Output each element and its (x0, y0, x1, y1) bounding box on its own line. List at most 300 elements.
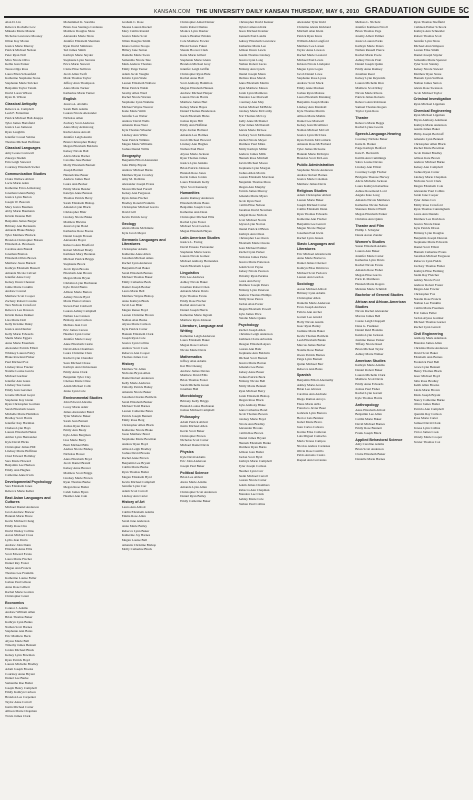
graduate-name: Jonathan Charles Baldwin (121, 394, 157, 399)
section-heading: American Studies (355, 358, 386, 363)
graduate-name: Jacob Daniel Lowe (296, 71, 323, 76)
graduate-name: Emily Rose Chu (5, 523, 27, 528)
graduate-name: Mark Joseph Bryant (413, 392, 441, 397)
graduate-name: Jennifer Marie Carter (355, 253, 384, 258)
graduate-name: David Ernesto Fernandez (180, 245, 214, 250)
graduate-name: Zachary Robert Cossins (5, 298, 37, 303)
graduate-name: Michael Gardner (5, 374, 28, 379)
graduate-name: Nicholas Bower (63, 451, 85, 456)
graduate-name: Jacob Ryan Neal (238, 198, 261, 203)
section-heading: Linguistics (180, 270, 200, 275)
graduate-name: Katie Marie Gilbert (180, 52, 207, 57)
graduate-name: Amanda Lynn Black (63, 205, 91, 210)
section-heading: Communication Studies (5, 171, 47, 176)
graduate-name: Nathan Paul Hunt (180, 146, 204, 151)
graduate-name: Kelsey Anne Bauer (238, 370, 265, 375)
graduate-name: Evan Joseph Andrews (296, 305, 326, 310)
graduate-name: Joshua Michael Campbell (180, 408, 215, 413)
graduate-name: Jacob Allen Swift (63, 71, 87, 76)
graduate-name: Alan D. Lin (5, 20, 21, 24)
graduate-name: Alexandra Boyer (63, 238, 86, 243)
graduate-name: Jeffrey Alan Adams (180, 359, 207, 364)
graduate-name: Ashley Nicole Pratt (355, 57, 382, 62)
graduate-name: Emily Anne Madsen (296, 85, 324, 90)
graduate-name: Jessica Lauren Parks (355, 38, 383, 43)
graduate-name: Lindsey Sue Gauss (5, 383, 31, 388)
graduate-name: Wendy Marie Cooper (413, 435, 443, 440)
graduate-name: Justin Michael Carroll (238, 473, 268, 478)
graduate-name: Jennifer Marie Casey (63, 337, 92, 342)
graduate-name: Nicholas James Parks (238, 255, 268, 260)
graduate-name: Kathryn Ann Christensen (63, 365, 97, 370)
graduate-name: Caleb James Byers (63, 489, 89, 494)
graduate-name: Benjamin Joseph Cook (180, 205, 211, 210)
graduate-name: Jonathan Glenn Bailey (5, 190, 36, 195)
graduate-name: Daniel Joseph Quinn (355, 62, 383, 67)
graduate-name: Jonathan Robert Chen (180, 284, 210, 289)
graduate-name: Kiana Latrice Stoops (121, 43, 150, 48)
graduate-name: Adam Scott Carroll (121, 488, 148, 493)
graduate-name: Ryan Thomas Burke (63, 480, 91, 485)
graduate-name: Lauren Christine Brown (121, 312, 154, 317)
graduate-name: Shawn Michael Farrell (121, 186, 152, 191)
graduate-name: Jason Matthew Bond (121, 432, 150, 437)
graduate-name: Rachel Ann Garcia (180, 303, 206, 308)
graduate-name: Brandon Scott McLean (296, 156, 328, 161)
graduate-name: Dylan Cameron Kirk (238, 24, 267, 29)
graduate-name: Ryan Thomas Cunningham (413, 207, 450, 212)
graduate-name: Lindsey Marie Chapman (413, 174, 447, 179)
graduate-name: Matthew Lee Larsen (296, 43, 325, 48)
graduate-name: Christopher Brown (180, 433, 206, 438)
section-header (365, 5, 469, 15)
graduate-name: Ryan Michael Lippman (413, 101, 445, 106)
graduate-name: Lindsey Marie Brown (63, 475, 93, 480)
graduate-name: Nicole Ann Bradley (238, 421, 265, 426)
graduate-name: Jeremy Albert Palmer (355, 34, 384, 39)
graduate-name: Lauren Nicole Carter (238, 478, 267, 483)
graduate-name: Stephanie Kay Glenn (5, 397, 34, 402)
graduate-name: Megan Ann Francis (5, 566, 32, 571)
graduate-name: Derek Aaron Zander (355, 232, 383, 237)
graduate-name: Stephanie Marie Stricker (5, 81, 38, 86)
graduate-name: Jonathan David Newman (238, 208, 272, 213)
graduate-name: Alexander Tyler Kidd (296, 20, 326, 24)
graduate-name: Lacey Marie Adair (63, 404, 89, 409)
graduate-name: Erin Leigh Steward (5, 160, 31, 165)
graduate-name: Stephanie Maria Garza (180, 249, 211, 254)
graduate-name: Emily Rose Crawford (413, 202, 443, 207)
graduate-name: Kathryn Marie Peters (355, 43, 384, 48)
graduate-name: Jason Michael Kramer (238, 29, 269, 34)
graduate-name: Kelsey Dawn Chesnut (5, 279, 35, 284)
graduate-name: Daniel Scott Elliott (413, 245, 440, 250)
graduate-name: Kathryn Marie Anderson (413, 122, 447, 127)
graduate-name: Eric John Anderson (180, 459, 207, 464)
graduate-name: Christopher Michael Garcia (121, 205, 159, 210)
section-heading: Philosophy (180, 414, 200, 419)
graduate-name: Andrew Michael Burns (121, 167, 153, 172)
graduate-name: Elizabeth Anne Ellis (5, 547, 33, 552)
graduate-name: Katherine Leigh Anderson (180, 333, 216, 338)
section-heading: Applied Behavioral Science (355, 437, 403, 442)
section-heading: Physics (180, 449, 194, 454)
graduate-name: Felicia Ann Archer (296, 310, 322, 315)
graduate-name: Kelsey Jean McAllister (296, 123, 328, 128)
graduate-name: Michael Alan Simpson (413, 43, 444, 48)
graduate-name: Christopher Grant (5, 594, 29, 599)
graduate-name: Lindsey Ann Hughes (180, 142, 208, 147)
graduate-name: Joshua Paul Fisher (355, 386, 380, 391)
graduate-name: Nicholas Scott Carter (180, 438, 209, 443)
graduate-name: Andrew Scott Mack (296, 81, 324, 86)
graduate-name: Courtney Leigh Fischer (355, 169, 387, 174)
graduate-name: Christina Alexis Kirkland (296, 24, 331, 29)
graduate-name: Cole Matthew Fowler (180, 38, 210, 43)
section-title: GRADUATION GUIDE (364, 5, 456, 15)
graduate-name: Hillary Jane Sutton (121, 48, 148, 53)
graduate-name: Alexander Joseph Evans (121, 181, 155, 186)
graduate-name: Adam Jacob Vaughn (121, 71, 149, 76)
graduate-name: Matthew Blevins (63, 219, 86, 224)
section-heading: Slavic Languages and Literatures (296, 242, 335, 252)
section-heading: Classical Languages (5, 146, 41, 151)
graduate-name: Bridgette Therese Harvey (355, 174, 390, 179)
graduate-name: Danielle Marie Anderson (296, 300, 331, 305)
graduate-name: Chelsea Lynn Hays (5, 425, 31, 430)
graduate-name: Jordan Michael McBride (238, 104, 272, 109)
graduate-name: Caitlin Marie Burke (121, 465, 149, 470)
graduate-name: Raquel Ann Cervantes (296, 457, 327, 462)
graduate-name: Rachel Lynn Jensen (296, 235, 324, 240)
graduate-name: Michael Daniel Davis (180, 443, 210, 448)
graduate-name: Kyle Allan Bergman (63, 433, 91, 438)
graduate-name: Kathryn Elizabeth Bussell (5, 265, 40, 270)
graduate-name: Jennifer Elizabeth Sherman (63, 38, 100, 43)
graduate-name: Stephanie Lynn Watkins (121, 99, 154, 104)
graduate-name: Emily Ann Hughes (5, 468, 31, 473)
graduate-name: Matthew Scott Briggs (63, 470, 93, 475)
graduate-name: Jennifer Leigh Austin (63, 134, 92, 139)
graduate-name: Lindsay Ann Carter (121, 493, 148, 498)
graduate-name: Jordan Alan Porter (238, 302, 264, 307)
graduate-name: Patrick Michael Nelson (5, 48, 37, 53)
graduate-name: William Allen Langford (296, 38, 329, 43)
graduate-name: Monica Lynn Dauber (180, 29, 209, 34)
graduate-name: John Edward Abrams (63, 400, 92, 405)
graduate-name: Kyle Jacob Meyer (121, 230, 146, 235)
graduate-name: Christopher Adams (121, 247, 148, 252)
graduate-name: Courtney Ann May (238, 99, 264, 104)
graduate-name: Jacob Daniel Bradley (413, 150, 443, 155)
graduate-name: Mary Caitlin Ronald (121, 29, 150, 34)
graduate-name: Andrew Michael Burke (413, 160, 445, 165)
graduate-name: Kathryn Elise Fleming (413, 268, 444, 273)
graduate-name: Rachel Marie Poole (355, 52, 382, 57)
graduate-name: Brittany Ann Bernstein (5, 223, 36, 228)
graduate-name: Brandon Christopher Boisen (5, 237, 43, 242)
section-heading: Geology (121, 221, 137, 226)
graduate-name: Jennifer Anne Cary (5, 275, 31, 280)
graduate-name: Christopher Scott Anderson (180, 489, 217, 494)
graduate-name: Caroline Jane Barker (63, 158, 92, 163)
column-1 (4, 20, 60, 796)
graduate-name: Kelsey Ann Ferguson (121, 191, 151, 196)
graduate-name: Daniel Joseph Harris (180, 308, 208, 313)
graduate-name: Catherine Anne Irwin (5, 472, 34, 477)
graduate-name: Timothy Ryan Perkins (238, 273, 269, 278)
graduate-name: Katie R. Barker (355, 141, 377, 146)
column-5 (238, 20, 294, 796)
graduate-name: Kelsey Lynn Reynolds (355, 76, 386, 81)
graduate-name: Nicholas Bryan Allen (121, 371, 151, 376)
graduate-name: Laura Ellen Schoenfeld (5, 71, 37, 76)
graduate-name: Kyle David Burns (63, 285, 88, 290)
graduate-name: Kathryn Marie Snyder (63, 52, 94, 57)
graduate-name: Kyle James Price (238, 311, 262, 316)
graduate-name: Patrick Michael Hall-Krepps (5, 116, 44, 121)
graduate-name: Sara Marie Howard (5, 458, 31, 463)
graduate-name: Olivia Rose Castillo (296, 448, 324, 453)
graduate-name: Joshua Ryan Hill (180, 118, 203, 123)
graduate-name: Rose Marie Carter (413, 416, 438, 421)
graduate-name: Timothy Patrick Bailey (121, 385, 153, 390)
graduate-name: Zakarya Sheikh (5, 155, 26, 160)
graduate-name: Rachel Marie Bowman (413, 146, 445, 151)
graduate-name: Rachel Lynn Parker (238, 250, 265, 255)
graduate-name: Stephanie Ann Baldwin (238, 351, 270, 356)
graduate-name: Jordan Scott Byrd (238, 454, 263, 459)
graduate-name: Erin Lee Andrews (180, 275, 205, 280)
graduate-name: Caitlin Marie Baker (355, 416, 382, 421)
graduate-name: Nathan Alan Burke (121, 317, 148, 322)
graduate-name: Caroline Ann Brandt (5, 247, 33, 252)
graduate-name: Courtney Anne Bryant (5, 671, 35, 676)
graduate-name: Claire Elise Sullivan (63, 67, 91, 72)
graduate-name: Aaron Michael Abbott (296, 286, 327, 291)
graduate-name: Kelsey Marie Hayes (180, 104, 208, 109)
graduate-name: Jessica Heather Emden (180, 34, 211, 39)
graduate-name: Lindsey Marie McCarthy (238, 109, 273, 114)
graduate-name: Jessica Lee Jameson (5, 125, 33, 130)
graduate-name: Brittany Kelly Briggs (180, 398, 209, 403)
graduate-name: Allison Marie Chapman (5, 709, 37, 714)
graduate-name: Brandon Lee Clark (238, 492, 264, 497)
graduate-name: Megan Rose Carlson (180, 343, 208, 348)
graduate-name: Kai Hin Cheung (180, 363, 202, 368)
graduate-name: Ted James Smith (63, 48, 86, 53)
graduate-name: Laura Marie Fischer (5, 556, 32, 561)
graduate-name: Eric Thomas McCoy (238, 114, 267, 119)
graduate-name: Jonathan Paul Irwin (296, 230, 324, 235)
graduate-name: Emily Kathryn Miller (238, 146, 268, 151)
graduate-name: Scott Michael Norris (238, 217, 267, 222)
graduate-name: Katherine Joy Barnes (121, 533, 151, 538)
graduate-name: Justin Michael Carter (5, 704, 34, 709)
graduate-name: Isaac Michael Boyd (413, 374, 440, 379)
graduate-name: Jacob Michael Howard (180, 137, 211, 142)
graduate-name: Kyle Patrick Dixon (413, 226, 440, 231)
graduate-name: Michael Paul Lewis (296, 57, 324, 62)
graduate-name: Anna Elizabeth Abbott (355, 407, 386, 412)
graduate-name: Michael Todd Barnes (121, 404, 151, 409)
graduate-name: Jessica Ann Dunbar (5, 327, 32, 331)
page-number: 5C (458, 6, 469, 15)
graduate-name: Samantha Nicole Tate (121, 57, 151, 62)
graduate-name: Christopher Lee Owen (238, 236, 269, 241)
graduate-name: Rachel Lynn Garrett (355, 391, 383, 396)
graduate-name: Jonathan Michael Ferguson (413, 254, 451, 259)
graduate-name: Adam Christopher Abbott (296, 193, 332, 198)
graduate-name: Cathleen Esther Schrock (413, 24, 447, 29)
graduate-name: Alexander Paul Collins (413, 188, 445, 193)
graduate-name: Nathan Russell Pierce (355, 48, 385, 53)
graduate-name: Kyle Thomas Martin (296, 109, 325, 114)
graduate-name: Kathryn Ann Schneider (413, 29, 445, 34)
graduate-name: Susan Elizabeth Adams (355, 244, 387, 249)
graduate-name: Caitlin Marie Freeman (413, 306, 444, 311)
graduate-name: Tyler Mathew Baker (63, 414, 91, 419)
graduate-name: Andrew Scott Cook (121, 345, 148, 350)
graduate-name: Emily Marie Bennett (238, 384, 267, 389)
graduate-name: Benjamin Taylor Tatum (5, 85, 37, 90)
graduate-name: Sarah Jane Cooper (413, 193, 439, 198)
graduate-name: Angela Kate Long (355, 193, 380, 198)
graduate-name: Frank Joseph Black (355, 431, 382, 436)
graduate-name: Alexander Patrick Elliott (5, 345, 38, 350)
graduate-name: Amanda Lynn Allen (180, 484, 207, 489)
graduate-name: Rebecca Ann Bates (296, 366, 323, 371)
graduate-name: Natalie Marie Quinn (238, 316, 266, 321)
graduate-name: Kyle Jordan Holland (180, 128, 208, 133)
graduate-name: Ryan D. Wilson (5, 95, 27, 100)
graduate-name: David Scott Baker (413, 350, 438, 355)
graduate-name: Benjamin Thomas Moss (238, 179, 271, 184)
graduate-name: Michael Patrick Briggs (63, 257, 94, 262)
graduate-name: Bradley Ronald Franklin (121, 200, 155, 205)
graduate-name: Anna Marie Bailey (121, 523, 148, 528)
graduate-name: Ryan David Simmons (63, 43, 93, 48)
graduate-name: Rachel Lynn Chandler (63, 355, 94, 360)
graduate-name: Ashley Nicole Baker (180, 279, 208, 284)
graduate-name: Jacob Thomas Bowen (238, 412, 268, 417)
graduate-name: Henry Thomas Black (413, 369, 442, 374)
graduate-name: Daniel Thomas Henderson (180, 109, 216, 114)
graduate-name: Abby Marie Baumann (5, 209, 35, 214)
graduate-name: Joseph Michael Carter (296, 202, 327, 207)
graduate-name: Amanda Rose West (121, 123, 148, 128)
section-heading: Germanic Languages and Literatures (121, 237, 166, 247)
graduate-name: Laura Ann Abbott (121, 505, 146, 510)
graduate-name: Jasmine Marie Baker (296, 329, 325, 333)
graduate-name: Kathleen Mary Brennan (63, 252, 96, 257)
graduate-name: Shannon Marie O'Neill (355, 207, 386, 212)
graduate-name: Anthony Mark Adamson (413, 336, 447, 341)
graduate-name: Amanda Marie Myers (238, 194, 268, 199)
graduate-name: Zachary Scott Andrews (63, 120, 95, 125)
column-3 (121, 20, 177, 796)
graduate-name: Lauren Catherine Bates (121, 408, 153, 413)
graduate-name: Katherine Nicole Blake (121, 427, 153, 432)
graduate-name: Lauren Elizabeth Wallace (121, 81, 156, 86)
graduate-name: Laura Christine Chan (63, 351, 92, 356)
graduate-name: Laura Ann Daniels (413, 212, 439, 217)
graduate-name: Jessica Marie Coleman (296, 177, 328, 182)
graduate-name: Kelsey Anne Brewer (63, 466, 91, 471)
graduate-name: Philip Joseph Bechtoff (413, 132, 444, 137)
graduate-name: Daniel Ryan Bailey (180, 494, 206, 499)
graduate-name: Kyle Anthony Blake (238, 402, 266, 407)
graduate-name: Kelsey Nicole Ball (63, 148, 89, 153)
graduate-name: Emily Rose Berg (121, 418, 145, 423)
graduate-name: Jessica Marie Murray (5, 43, 34, 48)
column-7 (354, 20, 410, 796)
graduate-name: Matthew Douglas Shaw (63, 29, 96, 34)
graduate-name: Rebecca Marie Keller (5, 488, 34, 493)
graduate-name: Jennifer Lynn Shaw (413, 38, 440, 43)
graduate-name: Lauren Michelle Clark (355, 372, 386, 377)
graduate-name: Kristin Renee Dekker (5, 312, 34, 317)
graduate-name: Thomas Lee Franklin (5, 570, 34, 575)
graduate-name: Nicholas Allen (63, 116, 84, 121)
graduate-name: Brandon James Allen (413, 341, 442, 346)
graduate-name: Sarah Elizabeth Hicks (180, 114, 210, 119)
graduate-name: Benjamin Lee Hudson (5, 463, 35, 468)
section-heading: Humanities (180, 191, 200, 196)
graduate-name: Christopher Michael Ellis (180, 214, 215, 219)
graduate-name: Graham C. Rose (121, 20, 144, 24)
graduate-name: Connor J. Adams (5, 605, 28, 610)
graduate-name: Brittany Nicole Bell (238, 379, 266, 384)
graduate-name: Ashley Marie Cole (238, 497, 264, 502)
graduate-name: Kevin Thomas Baldwin (296, 333, 329, 338)
graduate-name: Jessica Lynn Jenkins (180, 161, 208, 166)
graduate-name: Alyssa Marie Bell (5, 638, 29, 643)
graduate-name: Anna Mary Armstrong (63, 125, 94, 130)
section-heading: Classical Antiquity (5, 101, 38, 106)
graduate-name: Jennifer Cossel Sabina (5, 134, 36, 139)
graduate-name: Abigail Rose Nichols (238, 212, 267, 217)
graduate-name: Benjamin Joseph Marks (296, 99, 329, 104)
graduate-name: Jonathan Bratton (5, 251, 28, 256)
graduate-name: Lindsay Marie Hoffman (5, 449, 37, 454)
graduate-name: Christopher Allen Black (121, 423, 154, 428)
graduate-name: Allison Leigh Bradley (121, 446, 152, 451)
graduate-name: Christopher Allen Black (413, 141, 446, 146)
graduate-name: Lauren Michelle Bradley (5, 662, 39, 667)
graduate-name: Dana G. Faulkner (355, 323, 379, 328)
graduate-name: Jonathan Hall (180, 387, 199, 392)
graduate-name: Megan Elizabeth Hansen (180, 85, 214, 90)
graduate-name: Jacob Lee Blair (121, 303, 143, 308)
graduate-name: Eric Matthew Beck (5, 634, 31, 638)
graduate-name: Brian Thomas Baker (5, 615, 33, 620)
graduate-name: Bradley Scott Harris (5, 416, 33, 421)
graduate-name: Samuel Thomas Rogers (355, 104, 387, 109)
graduate-name: Katherine Ann Dean (180, 210, 208, 215)
graduate-name: Amanda Marie Davis (180, 289, 209, 294)
graduate-name: Daniel Joseph Mann (238, 71, 266, 76)
graduate-name: Katherine Ann Fischer (296, 216, 327, 221)
graduate-name: Brian Lee Alvarez (296, 387, 322, 392)
graduate-name: Tyler James McDonald (238, 123, 270, 128)
graduate-name: Caitlin Elizabeth Dunn (296, 207, 328, 212)
graduate-name: Brandon Michael Gray (180, 62, 211, 67)
graduate-name: Kristin Deanne Bell (5, 214, 32, 219)
section-heading: Economics (5, 601, 25, 606)
graduate-name: Daniel Reid Hoskins (355, 328, 383, 333)
graduate-name: Andrew Ryan Boyd (121, 441, 148, 446)
